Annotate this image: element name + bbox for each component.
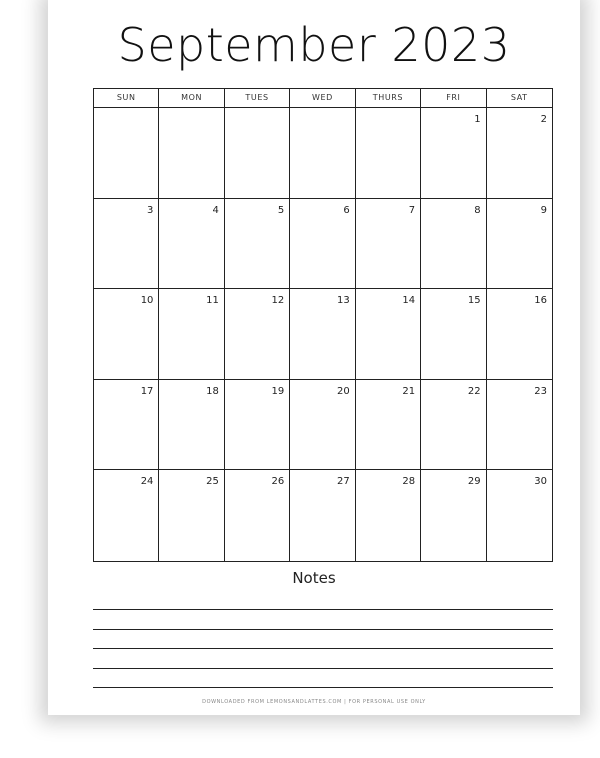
day-number: 27: [336, 476, 350, 488]
calendar-day-cell: [225, 470, 290, 561]
day-number: 13: [336, 295, 350, 307]
calendar-weeks: [94, 108, 552, 561]
day-number: 22: [467, 385, 481, 397]
day-number: 10: [140, 295, 154, 307]
calendar-day-cell: [94, 470, 159, 561]
calendar-day-cell: [356, 289, 421, 380]
calendar-day-cell: [356, 470, 421, 561]
calendar-day-cell: [225, 108, 290, 199]
calendar-day-cell: [290, 108, 355, 199]
calendar-day-cell: [94, 199, 159, 290]
day-number: 6: [343, 204, 350, 216]
calendar-day-cell: [159, 380, 224, 471]
day-number: 11: [206, 295, 219, 307]
day-number: 29: [467, 476, 481, 488]
day-number: 26: [271, 476, 285, 488]
note-line: [93, 668, 553, 669]
note-line: [93, 629, 553, 630]
weekday-fri: FRI: [421, 89, 486, 107]
day-number: 3: [147, 204, 154, 216]
page-title: September 2023: [117, 18, 511, 72]
weekday-sat: SAT: [510, 93, 528, 102]
note-line: [93, 609, 553, 610]
day-number: 21: [402, 385, 416, 397]
day-number: 23: [534, 385, 547, 397]
calendar-day-cell: [290, 380, 355, 471]
day-number: 12: [271, 295, 285, 307]
day-number: 24: [140, 476, 154, 488]
calendar-day-cell: [421, 380, 486, 471]
day-number: 14: [402, 295, 416, 307]
calendar-day-cell: [356, 108, 421, 199]
day-number: 7: [408, 204, 416, 216]
weekday-sun: SUN: [94, 89, 159, 107]
calendar-day-cell: [487, 470, 552, 561]
calendar-day-cell: [356, 199, 421, 290]
calendar-day-cell: [487, 108, 552, 199]
weekday-thu: THURS: [356, 89, 421, 107]
calendar-day-cell: [159, 470, 224, 561]
day-number: 2: [540, 114, 547, 125]
calendar-day-cell: [356, 380, 421, 471]
calendar-day-cell: [94, 380, 159, 471]
calendar-day-cell: [94, 289, 159, 380]
note-line: [93, 687, 553, 688]
calendar-day-cell: [290, 289, 355, 380]
day-number: 17: [140, 385, 154, 397]
day-number: 1: [474, 114, 481, 125]
calendar-page: [48, 0, 580, 715]
calendar-day-cell: [225, 289, 290, 380]
weekday-header-row: [94, 89, 552, 108]
weekday-mon: MON: [159, 89, 224, 107]
day-number: 30: [534, 476, 547, 488]
weekday-wed: WED: [290, 89, 355, 107]
day-number: 19: [271, 385, 285, 397]
day-number: 15: [467, 295, 481, 307]
calendar-day-cell: [94, 108, 159, 199]
calendar-grid: [93, 88, 553, 562]
day-number: 18: [206, 385, 219, 397]
calendar-day-cell: [421, 289, 486, 380]
note-line: [93, 648, 553, 649]
calendar-day-cell: [487, 289, 552, 380]
calendar-day-cell: [487, 199, 552, 290]
day-number: 28: [402, 476, 416, 488]
calendar-day-cell: [225, 380, 290, 471]
day-number: 25: [206, 476, 219, 488]
footer-credit: DOWNLOADED FROM LEMONSANDLATTES.COM | FOR PERSONAL USE ONLY: [202, 699, 426, 705]
day-number: 4: [212, 204, 219, 216]
day-number: 16: [534, 295, 547, 307]
day-number: 8: [474, 204, 481, 216]
weekday-tue: TUES: [225, 89, 290, 107]
calendar-day-cell: [225, 199, 290, 290]
calendar-day-cell: [421, 470, 486, 561]
calendar-day-cell: [290, 199, 355, 290]
day-number: 9: [540, 204, 547, 216]
calendar-day-cell: [159, 289, 224, 380]
calendar-day-cell: [159, 199, 224, 290]
calendar-day-cell: [421, 108, 486, 199]
calendar-day-cell: [159, 108, 224, 199]
calendar-day-cell: [421, 199, 486, 290]
notes-title: Notes: [292, 569, 336, 587]
calendar-day-cell: [487, 380, 552, 471]
day-number: 20: [336, 385, 350, 397]
calendar-day-cell: [290, 470, 355, 561]
day-number: 5: [277, 204, 285, 216]
